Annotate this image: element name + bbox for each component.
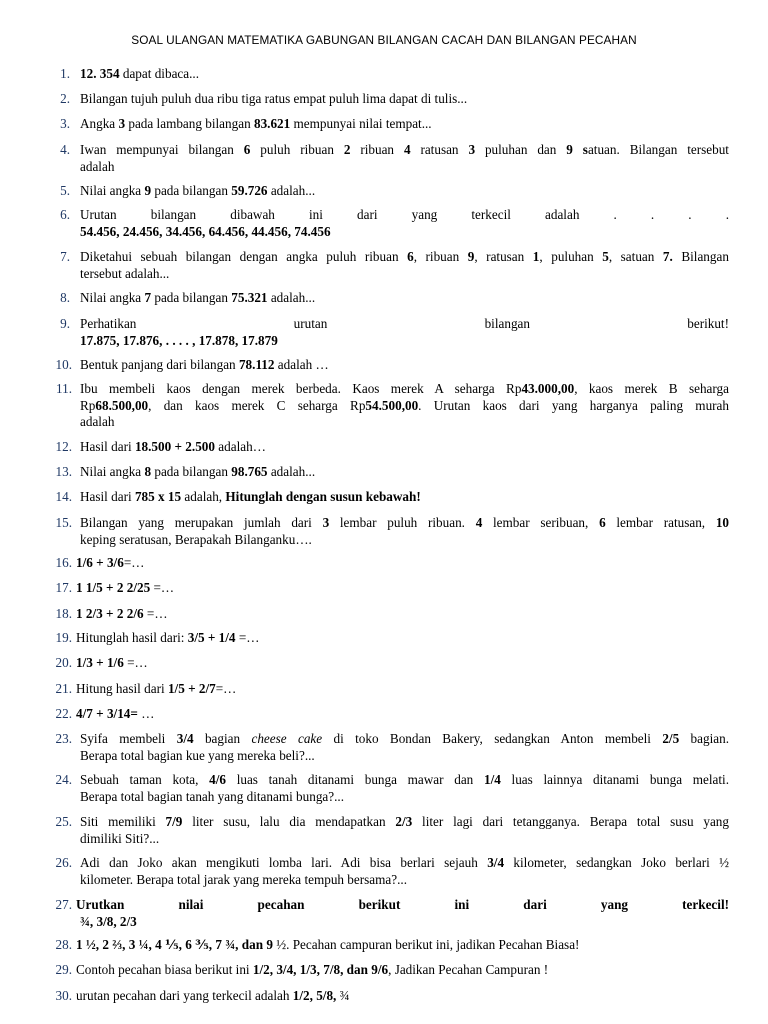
text-segment: , puluhan	[539, 249, 603, 264]
question-item	[0, 937, 768, 954]
text-segment: adalah …	[274, 357, 329, 372]
text-segment: adalah	[80, 414, 115, 430]
text-segment: , Jadikan Pecahan Campuran !	[388, 962, 549, 977]
bold-text: 1 1/5 + 2 2/25	[76, 580, 151, 595]
bold-text: 785 x 15	[134, 489, 182, 504]
text-segment: , satuan	[608, 249, 663, 264]
question-text	[76, 606, 729, 623]
text-segment: Bilangan yang merupakan jumlah dari	[80, 515, 323, 530]
question-line	[80, 316, 729, 333]
text-segment: lembar seribuan,	[482, 515, 600, 530]
text-segment: Nilai angka	[80, 290, 145, 305]
bold-text: 2	[343, 142, 351, 157]
question-line	[80, 142, 729, 159]
text-segment: atuan. Bilangan tersebut	[587, 142, 729, 157]
bold-text: 1 ½, 2 ⅔, 3 ¼, 4 ⅕, 6 ⅗, 7 ¾, dan 9	[76, 937, 273, 952]
text-segment: Iwan mempunyai bilangan	[80, 142, 244, 157]
text-segment: dimiliki Siti?...	[80, 830, 160, 846]
text-segment: kilometer. Berapa total jarak yang mereka tempuh bersama?...	[80, 871, 407, 887]
bold-text: 54.456, 24.456, 34.456, 64.456, 44.456, 74.456	[80, 223, 331, 239]
text-segment: Hitunglah hasil dari:	[76, 630, 188, 645]
text-segment: pada bilangan	[151, 183, 232, 198]
question-item	[0, 731, 768, 764]
question-number: 22.	[55, 706, 72, 721]
bold-text: ¾, 3/8, 2/3	[80, 913, 137, 929]
text-segment: urutan pecahan dari yang terkecil adalah	[76, 988, 293, 1003]
question-line	[80, 116, 729, 133]
bold-text: 2/5	[662, 731, 680, 746]
question-text	[76, 580, 729, 597]
text-segment: lembar ratusan,	[605, 515, 716, 530]
question-number: 23.	[55, 731, 72, 746]
text-segment: Angka	[80, 116, 119, 131]
question-item	[0, 772, 768, 805]
question-number: 10.	[55, 357, 72, 372]
question-line	[80, 249, 729, 266]
question-line	[80, 872, 729, 889]
question-line	[76, 914, 729, 931]
text-segment: mempunyai nilai tempat...	[290, 116, 432, 131]
question-text	[80, 357, 729, 374]
question-number: 26.	[55, 855, 72, 870]
question-line	[80, 789, 729, 806]
question-item	[0, 606, 768, 623]
question-text	[80, 381, 729, 431]
question-number: 21.	[55, 681, 72, 696]
question-number: 3.	[60, 116, 70, 131]
bold-text: 6	[407, 249, 414, 264]
question-item	[0, 706, 768, 723]
bold-text: 3	[118, 116, 126, 131]
bold-text: 75.321	[231, 290, 268, 305]
question-line	[76, 988, 729, 1005]
text-segment: Diketahui sebuah bilangan dengan angka puluh ribuan	[80, 249, 408, 264]
bold-text: 3	[322, 515, 330, 530]
question-number: 13.	[55, 464, 72, 479]
text-segment: Urutan bilangan dibawah ini dari yang terkecil adalah . . . .	[80, 207, 729, 222]
question-item	[0, 207, 768, 240]
question-number: 6.	[60, 207, 70, 222]
question-line	[80, 731, 729, 748]
text-segment: Contoh pecahan biasa berikut ini	[76, 962, 253, 977]
bold-text: 4	[403, 142, 411, 157]
bold-text: 7/9	[165, 814, 183, 829]
question-line	[80, 224, 729, 241]
text-segment: =…	[215, 681, 237, 696]
bold-text: 1/3 + 1/6	[76, 655, 124, 670]
question-item	[0, 855, 768, 888]
bold-text: 4/6	[209, 772, 226, 787]
question-text	[80, 772, 729, 805]
question-number: 4.	[60, 142, 70, 157]
question-line	[76, 655, 729, 672]
bold-text: 10	[715, 515, 730, 530]
bold-text: 68.500,00	[95, 397, 149, 413]
bold-text: 98.765	[231, 464, 268, 479]
text-segment: Siti memiliki	[80, 814, 166, 829]
text-segment: adalah...	[267, 290, 316, 305]
text-segment: Ibu membeli kaos dengan merek berbeda. Kaos merek A seharga Rp	[80, 381, 522, 396]
text-segment: bagian	[193, 731, 252, 746]
question-text	[76, 555, 729, 572]
question-item	[0, 515, 768, 548]
bold-text: 43.000,00	[521, 381, 575, 396]
question-text	[80, 183, 729, 200]
text-segment: pada bilangan	[151, 290, 232, 305]
bold-text: 2/3	[395, 814, 413, 829]
text-segment: Nilai angka	[80, 464, 145, 479]
question-item	[0, 183, 768, 200]
text-segment: , kaos merek B seharga	[574, 381, 730, 396]
question-number: 18.	[55, 606, 72, 621]
question-line	[76, 937, 729, 954]
bold-text: 17.875, 17.876, . . . . , 17.878, 17.879	[80, 332, 278, 348]
text-segment: kilometer, sedangkan Joko berlari ½	[504, 855, 729, 870]
text-segment: , ribuan	[413, 249, 468, 264]
text-segment: puluh ribuan	[250, 142, 344, 157]
question-item	[0, 290, 768, 307]
question-number: 28.	[55, 937, 72, 952]
question-line	[80, 532, 729, 549]
text-segment: Hasil dari	[80, 489, 135, 504]
question-line	[80, 66, 729, 83]
question-number: 15.	[55, 515, 72, 530]
text-segment: Berapa total bagian tanah yang ditanami bunga?...	[80, 788, 345, 804]
text-segment: =…	[123, 555, 145, 570]
question-item	[0, 381, 768, 431]
question-number: 16.	[55, 555, 72, 570]
text-segment: dapat dibaca...	[119, 66, 200, 81]
bold-text: 1/2, 5/8,	[292, 988, 337, 1003]
text-segment: Adi dan Joko akan mengikuti lomba lari. Adi bisa berlari sejauh	[80, 855, 488, 870]
text-segment: , dan kaos merek C seharga Rp	[148, 397, 366, 413]
text-segment: Rp	[80, 397, 96, 413]
text-segment: Hitung hasil dari	[76, 681, 168, 696]
text-segment: keping seratusan, Berapakah Bilanganku….	[80, 531, 312, 547]
text-segment: ratusan	[410, 142, 469, 157]
question-text	[80, 142, 729, 175]
text-segment: adalah...	[267, 183, 316, 198]
bold-text: 7	[144, 290, 152, 305]
bold-text: 78.112	[238, 357, 275, 372]
bold-text: 8	[144, 464, 152, 479]
text-segment: =…	[235, 630, 260, 645]
bold-text: 3/5 + 1/4	[187, 630, 236, 645]
question-number: 8.	[60, 290, 70, 305]
question-number: 29.	[55, 962, 72, 977]
question-line	[80, 159, 729, 176]
bold-text: 9	[467, 249, 475, 264]
question-item	[0, 249, 768, 282]
question-text	[80, 515, 729, 548]
text-segment: Sebuah taman kota,	[80, 772, 210, 787]
text-segment: Bilangan	[672, 249, 729, 264]
bold-text: 6	[599, 515, 606, 530]
bold-text: 12. 354	[80, 66, 120, 81]
question-item	[0, 489, 768, 506]
bold-text: 3/4	[176, 731, 194, 746]
bold-text: 1	[532, 249, 540, 264]
text-segment: adalah,	[181, 489, 226, 504]
bold-text: 3/4	[487, 855, 505, 870]
question-item	[0, 116, 768, 133]
text-segment: tersebut adalah...	[80, 265, 170, 281]
question-text	[76, 630, 729, 647]
italic-text: cheese cake	[251, 731, 323, 746]
text-segment: =…	[143, 606, 168, 621]
question-item	[0, 814, 768, 847]
question-line	[80, 333, 729, 350]
question-text	[80, 855, 729, 888]
bold-text: 59.726	[231, 183, 268, 198]
text-segment: pada lambang bilangan	[125, 116, 254, 131]
question-line	[80, 207, 729, 224]
question-line	[80, 748, 729, 765]
question-text	[80, 91, 729, 108]
question-item	[0, 681, 768, 698]
text-segment: . Urutan kaos dari yang harganya paling murah	[418, 397, 729, 413]
bold-text: 83.621	[253, 116, 291, 131]
question-line	[76, 897, 729, 914]
question-line	[80, 515, 729, 532]
question-number: 27.	[55, 897, 72, 912]
bold-text: 9 s	[566, 142, 588, 157]
question-text	[76, 655, 729, 672]
text-segment: puluhan dan	[475, 142, 567, 157]
text-segment: pada bilangan	[151, 464, 232, 479]
bold-text: 5	[602, 249, 609, 264]
question-item	[0, 897, 768, 930]
question-line	[80, 464, 729, 481]
question-text	[80, 731, 729, 764]
bold-text: 1/5 + 2/7	[167, 681, 216, 696]
bold-text: 3	[468, 142, 476, 157]
question-number: 25.	[55, 814, 72, 829]
text-segment: Hasil dari	[80, 439, 135, 454]
question-item	[0, 655, 768, 672]
text-segment: bagian.	[679, 731, 729, 746]
question-item	[0, 962, 768, 979]
text-segment: adalah…	[214, 439, 266, 454]
question-item	[0, 357, 768, 374]
text-segment: ¾	[336, 988, 350, 1003]
question-text	[80, 489, 729, 506]
question-line	[80, 772, 729, 789]
text-segment: Nilai angka	[80, 183, 145, 198]
question-number: 5.	[60, 183, 70, 198]
text-segment: ½. Pecahan campuran berikut ini, jadikan Pecahan Biasa!	[272, 937, 580, 952]
question-text	[76, 681, 729, 698]
document-title: SOAL ULANGAN MATEMATIKA GABUNGAN BILANGAN CACAH DAN BILANGAN PECAHAN	[131, 33, 637, 47]
question-line	[80, 266, 729, 283]
bold-text: 4	[475, 515, 483, 530]
question-line	[76, 580, 729, 597]
question-text	[80, 439, 729, 456]
question-number: 1.	[60, 66, 70, 81]
question-line	[80, 831, 729, 848]
question-item	[0, 91, 768, 108]
question-line	[80, 398, 729, 415]
question-item	[0, 316, 768, 349]
text-segment: , ratusan	[474, 249, 533, 264]
question-number: 19.	[55, 630, 72, 645]
question-line	[80, 414, 729, 431]
question-line	[76, 606, 729, 623]
question-line	[80, 381, 729, 398]
question-number: 7.	[60, 249, 70, 264]
question-text	[80, 464, 729, 481]
bold-text: 6	[243, 142, 251, 157]
question-line	[80, 814, 729, 831]
bold-text: 1/2, 3/4, 1/3, 7/8, dan 9/6	[252, 962, 389, 977]
text-segment: Perhatikan urutan bilangan berikut!	[80, 316, 729, 331]
text-segment: …	[137, 706, 155, 721]
bold-text: Hitunglah dengan susun kebawah!	[225, 489, 421, 504]
question-text	[80, 207, 729, 240]
bold-text: Urutkan nilai pecahan berikut ini dari yang terkecil!	[76, 897, 729, 912]
question-line	[80, 91, 729, 108]
text-segment: Syifa membeli	[80, 731, 177, 746]
question-line	[80, 357, 729, 374]
question-line	[80, 439, 729, 456]
question-text	[76, 988, 729, 1005]
question-text	[76, 937, 729, 954]
question-number: 17.	[55, 580, 72, 595]
text-segment: =…	[123, 655, 148, 670]
text-segment: adalah...	[267, 464, 316, 479]
question-item	[0, 439, 768, 456]
question-text	[80, 116, 729, 133]
question-text	[80, 316, 729, 349]
question-item	[0, 630, 768, 647]
text-segment: =…	[150, 580, 175, 595]
question-item	[0, 555, 768, 572]
question-line	[80, 855, 729, 872]
question-number: 30.	[55, 988, 72, 1003]
text-segment: Bentuk panjang dari bilangan	[80, 357, 239, 372]
bold-text: 7.	[662, 249, 673, 264]
text-segment: di toko Bondan Bakery, sedangkan Anton membeli	[322, 731, 663, 746]
question-item	[0, 580, 768, 597]
question-number: 12.	[55, 439, 72, 454]
question-text	[76, 897, 729, 930]
bold-text: 1/4	[483, 772, 501, 787]
bold-text: 1/6 + 3/6	[76, 555, 124, 570]
text-segment: Berapa total bagian kue yang mereka beli?...	[80, 747, 315, 763]
question-line	[76, 555, 729, 572]
question-item	[0, 464, 768, 481]
question-number: 9.	[60, 316, 70, 331]
question-line	[76, 681, 729, 698]
text-segment: adalah	[80, 158, 115, 174]
question-number: 11.	[56, 381, 72, 396]
question-text	[80, 249, 729, 282]
question-text	[76, 962, 729, 979]
question-line	[80, 489, 729, 506]
bold-text: 54.500,00	[365, 397, 419, 413]
question-line	[76, 630, 729, 647]
question-item	[0, 988, 768, 1005]
question-text	[80, 814, 729, 847]
bold-text: 1 2/3 + 2 2/6	[76, 606, 144, 621]
bold-text: 18.500 + 2.500	[134, 439, 215, 454]
question-item	[0, 142, 768, 175]
question-text	[80, 290, 729, 307]
text-segment: Bilangan tujuh puluh dua ribu tiga ratus empat puluh lima dapat di tulis...	[80, 91, 468, 106]
question-number: 2.	[60, 91, 70, 106]
question-number: 14.	[55, 489, 72, 504]
question-text	[80, 66, 729, 83]
question-number: 20.	[55, 655, 72, 670]
text-segment: liter lagi dari tetangganya. Berapa total susu yang	[412, 814, 729, 829]
question-number: 24.	[55, 772, 72, 787]
text-segment: luas lainnya ditanami bunga melati.	[500, 772, 730, 787]
bold-text: 4/7 + 3/14=	[76, 706, 138, 721]
question-line	[80, 183, 729, 200]
text-segment: luas tanah ditanami bunga mawar dan	[226, 772, 484, 787]
text-segment: ribuan	[350, 142, 404, 157]
question-line	[76, 706, 729, 723]
text-segment: lembar puluh ribuan.	[329, 515, 476, 530]
question-line	[76, 962, 729, 979]
bold-text: 9	[144, 183, 152, 198]
text-segment: liter susu, lalu dia mendapatkan	[182, 814, 396, 829]
question-line	[80, 290, 729, 307]
question-text	[76, 706, 729, 723]
question-item	[0, 66, 768, 83]
